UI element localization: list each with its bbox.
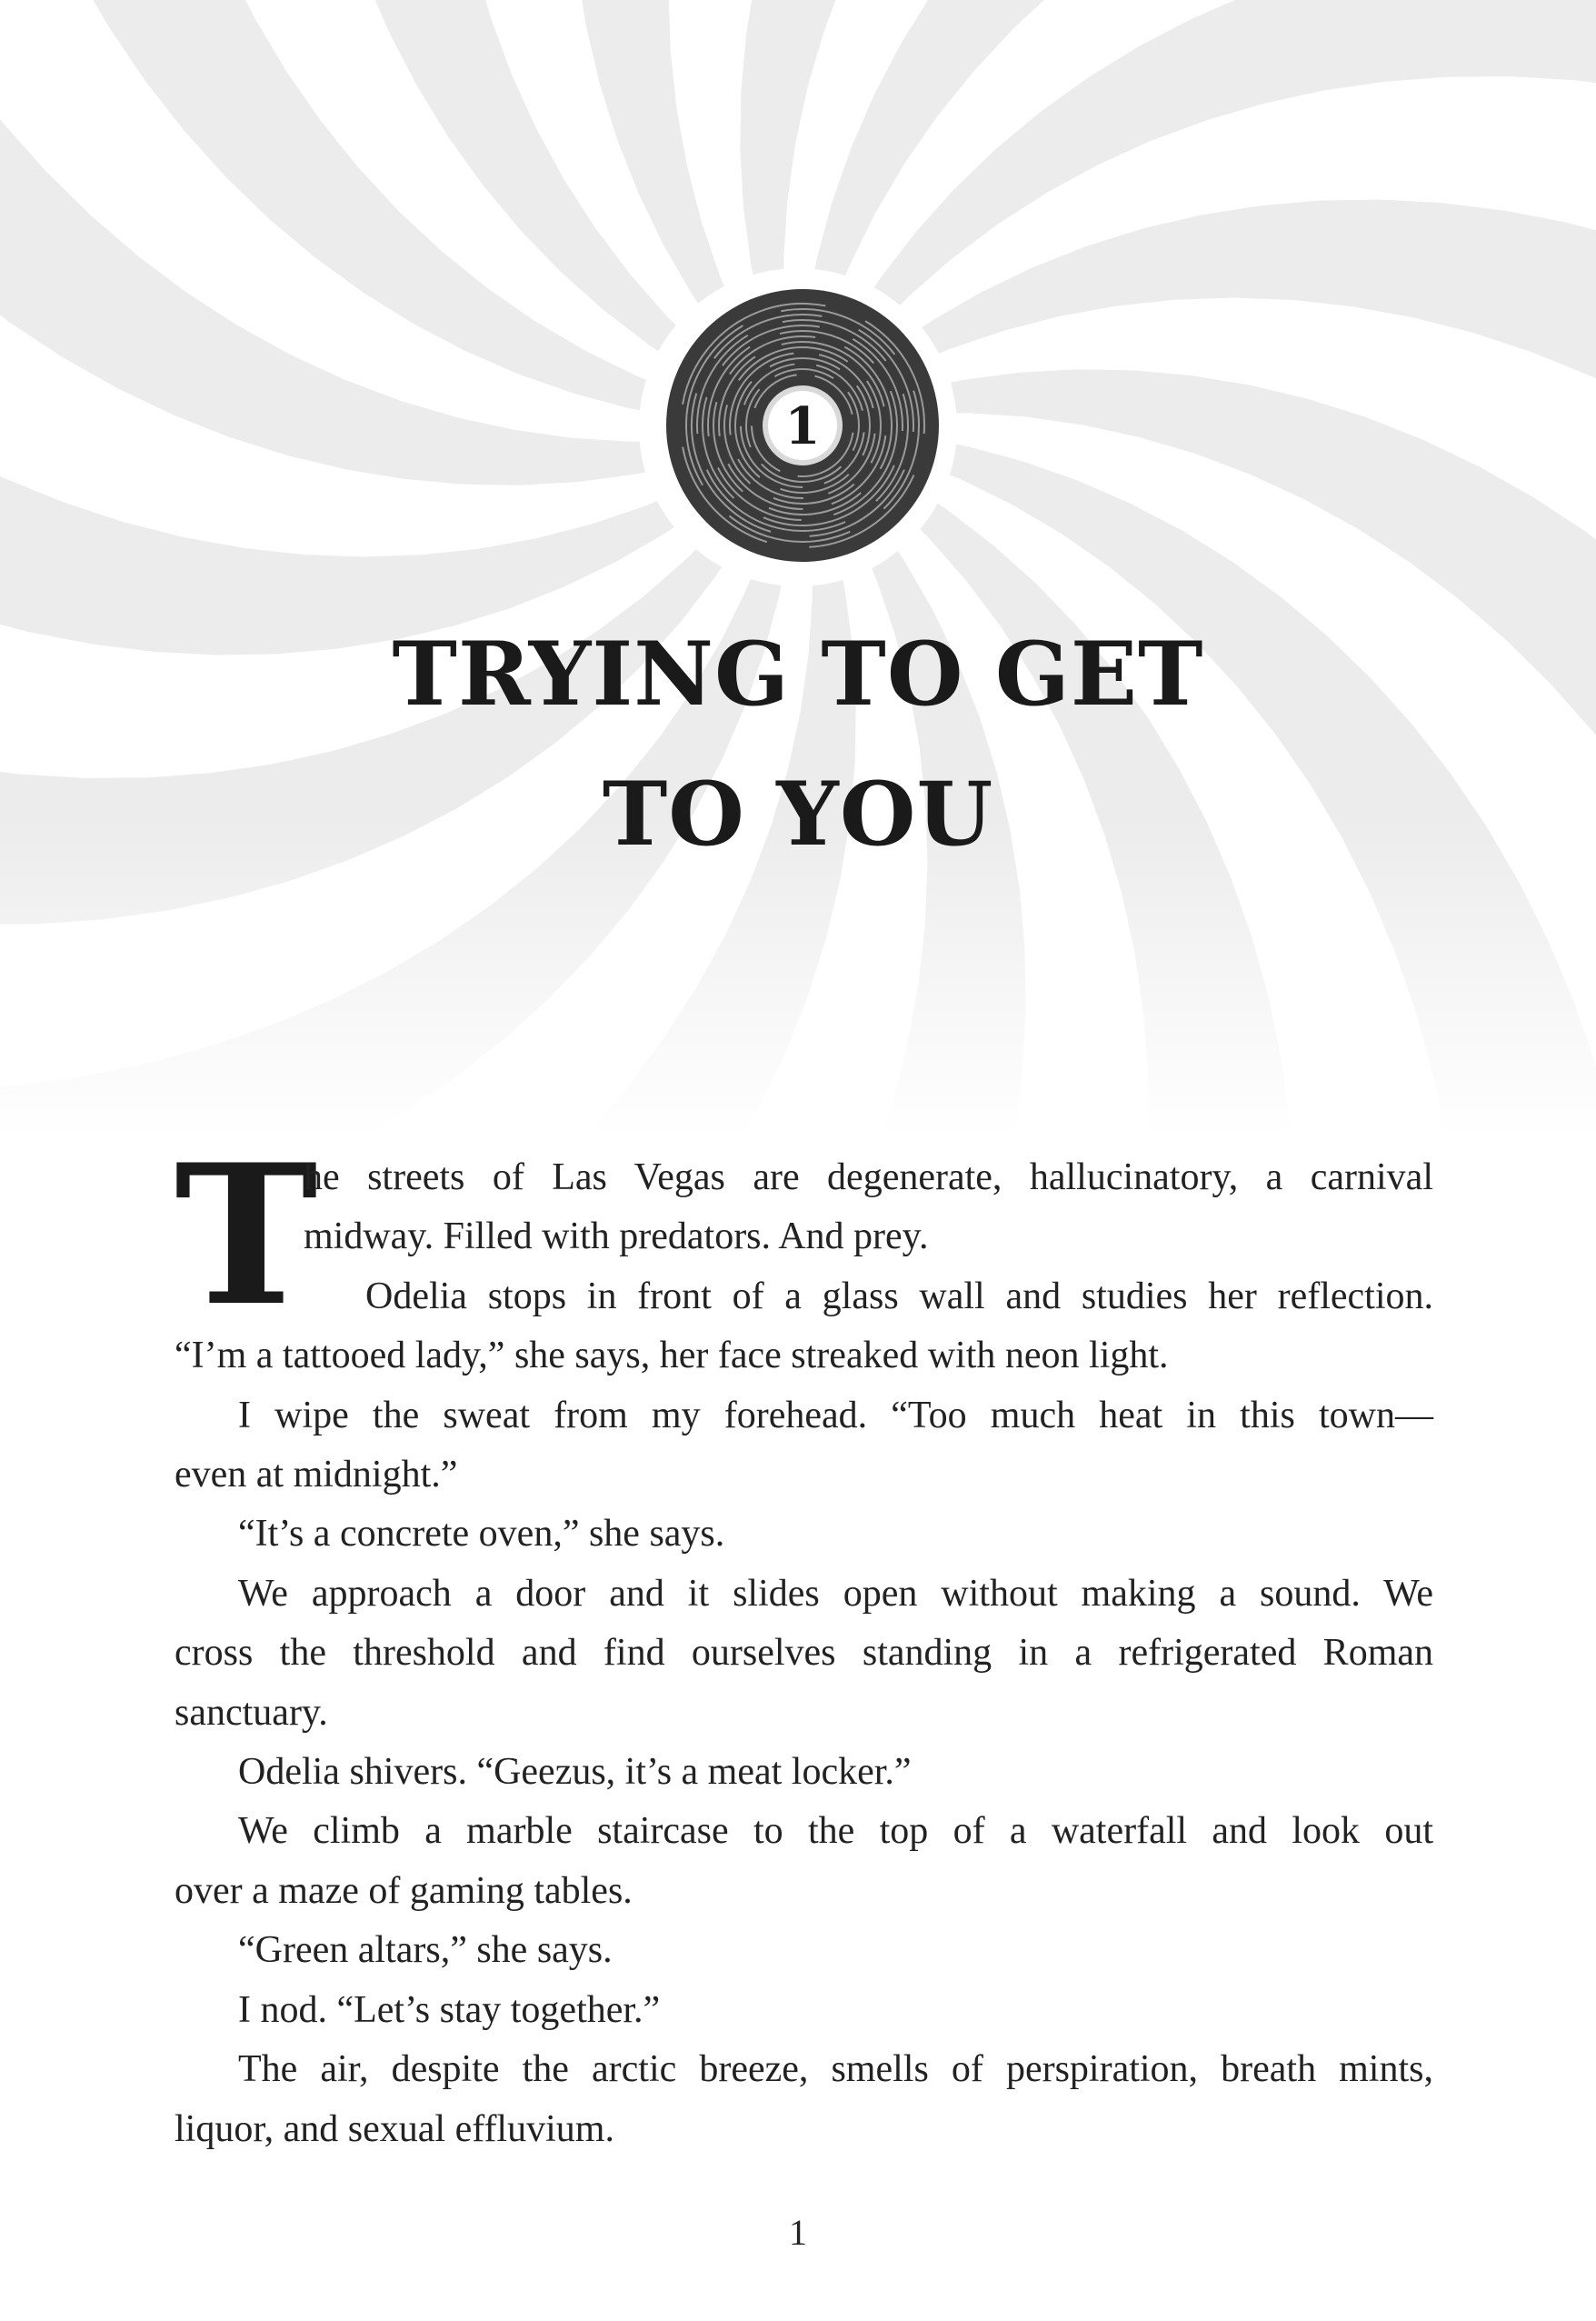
text-line: sanctuary.: [175, 1691, 328, 1734]
text-line: I nod. “Let’s stay together.”: [238, 1988, 661, 2031]
text-line: “Green altars,” she says.: [238, 1929, 613, 1972]
text-line: over a maze of gaming tables.: [175, 1869, 633, 1912]
text-line: he streets of Las Vegas are degenerate, hallucinatory, a carnival: [304, 1156, 1433, 1198]
text-line: The air, despite the arctic breeze, smells of perspiration, breath mints,: [238, 2048, 1433, 2091]
swirl-ray-background: [0, 0, 1596, 1136]
text-line: Odelia stops in front of a glass wall and studies her reflection.: [365, 1275, 1433, 1317]
chapter-title: [0, 605, 1596, 885]
vinyl-record-icon: [663, 286, 942, 565]
page-number: 1: [789, 2212, 807, 2253]
text-line: cross the threshold and find ourselves standing in a refrigerated Roman: [175, 1632, 1433, 1675]
text-line: We climb a marble staircase to the top of a waterfall and look out: [238, 1810, 1433, 1853]
chapter-number: 1: [784, 396, 821, 456]
text-line: midway. Filled with predators. And prey.: [304, 1216, 929, 1258]
text-line: Odelia shivers. “Geezus, it’s a meat locker.”: [238, 1751, 912, 1794]
chapter-title-line-2: TO YOU: [602, 763, 994, 865]
text-line: We approach a door and it slides open without making a sound. We: [238, 1572, 1433, 1615]
chapter-title-line-1: TRYING TO GET: [392, 623, 1204, 725]
drop-cap: T: [175, 1122, 318, 1348]
text-line: I wipe the sweat from my forehead. “Too much heat in this town—: [238, 1394, 1433, 1436]
body-text: [175, 1122, 1433, 2159]
text-line: even at midnight.”: [175, 1454, 458, 1496]
text-line: liquor, and sexual effluvium.: [175, 2107, 614, 2150]
text-line: “I’m a tattooed lady,” she says, her face streaked with neon light.: [175, 1335, 1169, 1377]
text-line: “It’s a concrete oven,” she says.: [238, 1513, 725, 1556]
